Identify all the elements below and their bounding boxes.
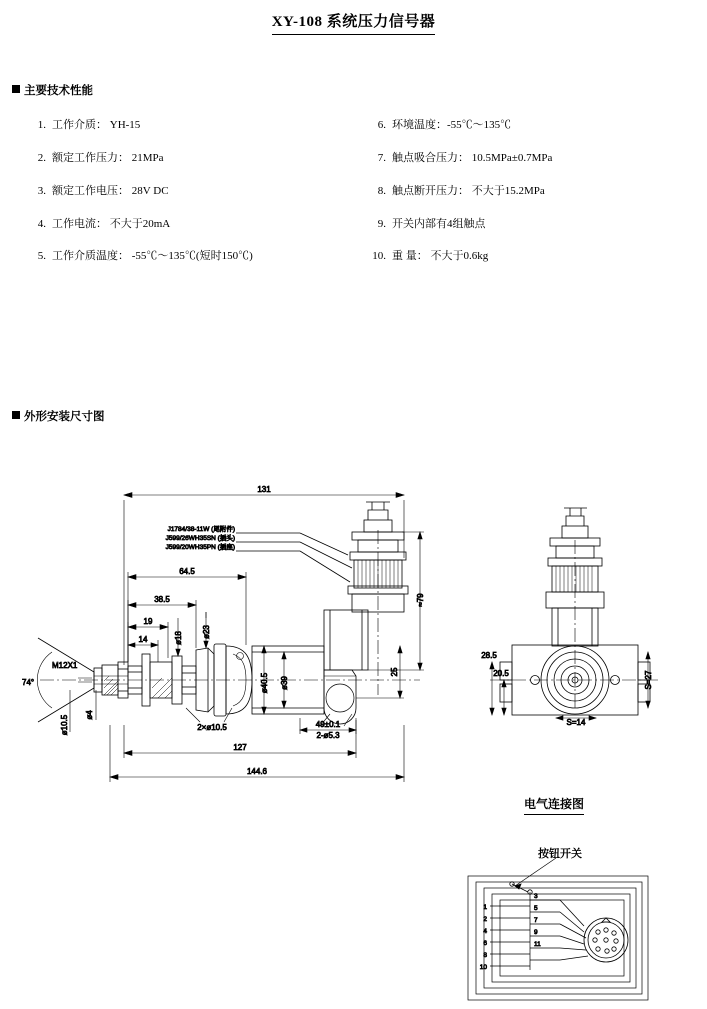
callout-label-1: J1784/38-11W (尾附件) bbox=[167, 526, 235, 533]
list-item bbox=[370, 151, 700, 166]
dim-39: ø39 bbox=[280, 676, 289, 690]
list-item-text: 触点断开压力： 不大于15.2MPa bbox=[392, 184, 545, 197]
dim-2-5-3: 2-ø5.3 bbox=[316, 731, 340, 740]
list-item-number: 3. bbox=[37, 184, 46, 197]
electric-diagram bbox=[468, 858, 648, 1000]
dim-131: 131 bbox=[257, 485, 271, 494]
pin-label-left-4: 6 bbox=[483, 940, 487, 947]
list-item-text: 额定工作电压： 28V DC bbox=[52, 184, 169, 197]
list-item-text: 工作介质温度： -55℃～135℃(短时150℃) bbox=[52, 250, 253, 263]
spec-list-left bbox=[30, 118, 360, 282]
callout-leaders bbox=[236, 533, 352, 582]
list-item bbox=[370, 184, 700, 199]
pin-label-left-3: 4 bbox=[483, 928, 487, 935]
connector-neck bbox=[324, 586, 408, 670]
dim-79: ≈79 bbox=[416, 593, 425, 607]
list-item-text: 触点吸合压力： 10.5MPa±0.7MPa bbox=[392, 151, 553, 164]
list-item-number: 6. bbox=[377, 119, 386, 131]
pin-label-right-4: 9 bbox=[534, 929, 538, 936]
list-item bbox=[370, 118, 700, 133]
list-item bbox=[30, 118, 360, 133]
end-view bbox=[490, 508, 660, 720]
dim-28-5: 28.5 bbox=[481, 651, 497, 660]
list-item-number: 7. bbox=[377, 151, 386, 164]
dim-14: 14 bbox=[138, 635, 148, 644]
spec-section-heading bbox=[12, 82, 93, 98]
spec-list-right bbox=[370, 118, 700, 282]
list-item-number: 4. bbox=[37, 217, 46, 230]
dim-40-5: ø40.5 bbox=[260, 672, 269, 694]
electric-diagram-title: 电气连接图 bbox=[524, 795, 584, 815]
pin-label-right-3: 7 bbox=[534, 917, 538, 924]
list-item-number: 5. bbox=[37, 250, 46, 263]
technical-drawing bbox=[0, 440, 707, 1009]
dim-s27: S=27 bbox=[644, 670, 653, 690]
list-item bbox=[30, 217, 360, 232]
dim-127: 127 bbox=[233, 743, 247, 752]
dim-49: 49±0.1 bbox=[315, 720, 341, 729]
list-item-number: 1. bbox=[37, 119, 46, 131]
page-title: XY-108 系统压力信号器 bbox=[272, 10, 436, 35]
dim-20-5: 20.5 bbox=[493, 669, 509, 678]
pin-label-right-1: 3 bbox=[534, 893, 538, 900]
pin-label-right-5: 11 bbox=[534, 941, 541, 948]
dim-144-6: 144.6 bbox=[246, 767, 268, 776]
dim-4: ø4 bbox=[85, 710, 94, 720]
pin-label-left-6: 10 bbox=[479, 964, 487, 971]
dim-38-5: 38.5 bbox=[154, 595, 170, 604]
dim-2x10-5: 2×ø10.5 bbox=[197, 723, 227, 732]
dimension-section-heading bbox=[12, 408, 105, 424]
bullet-square-icon bbox=[12, 411, 20, 419]
dim-19: 19 bbox=[143, 617, 153, 626]
pin-label-right-2: 5 bbox=[534, 905, 538, 912]
list-item bbox=[370, 217, 700, 232]
list-item-text: 环境温度：-55℃～135℃ bbox=[392, 119, 512, 131]
pin-label-left-5: 8 bbox=[483, 952, 487, 959]
push-button-switch-label: 按钮开关 bbox=[538, 848, 582, 860]
dim-18: ø18 bbox=[174, 631, 183, 645]
dim-thread-m12: M12X1 bbox=[52, 661, 78, 670]
dim-angle-74: 74° bbox=[22, 678, 35, 687]
dim-23: ø23 bbox=[202, 625, 211, 639]
bullet-square-icon bbox=[12, 85, 20, 93]
list-item bbox=[30, 151, 360, 166]
electrical-connector bbox=[350, 502, 406, 588]
list-item bbox=[370, 249, 700, 264]
dim-heading-label: 外形安装尺寸图 bbox=[24, 411, 105, 423]
dim-s14: S=14 bbox=[566, 718, 586, 727]
dim-10-5: ø10.5 bbox=[60, 714, 69, 736]
spec-heading-label: 主要技术性能 bbox=[24, 85, 93, 97]
list-item-text: 工作电流： 不大于20mA bbox=[52, 217, 171, 230]
drawing-svg bbox=[0, 440, 707, 1009]
callout-label-3: J599/20WH35PN (插座) bbox=[165, 544, 235, 551]
list-item-text: 开关内部有4组触点 bbox=[392, 217, 486, 230]
list-item bbox=[30, 184, 360, 199]
list-item-number: 2. bbox=[37, 151, 46, 164]
callout-label-2: J599/26WH35SN (插头) bbox=[165, 535, 235, 542]
list-item-text: 重 量： 不大于0.6kg bbox=[392, 250, 489, 263]
pin-label-left-2: 2 bbox=[483, 916, 487, 923]
list-item-text: 工作介质： YH-15 bbox=[52, 119, 141, 131]
list-item-number: 10. bbox=[372, 250, 386, 263]
list-item-number: 9. bbox=[377, 217, 386, 230]
list-item-text: 额定工作压力： 21MPa bbox=[52, 151, 164, 164]
dim-25: 25 bbox=[390, 667, 399, 677]
dim-64-5: 64.5 bbox=[179, 567, 195, 576]
list-item bbox=[30, 249, 360, 264]
list-item-number: 8. bbox=[377, 184, 386, 197]
dimension-lines bbox=[70, 493, 424, 783]
pin-label-left-1: 1 bbox=[483, 904, 487, 911]
page-title-wrapper bbox=[0, 10, 707, 35]
